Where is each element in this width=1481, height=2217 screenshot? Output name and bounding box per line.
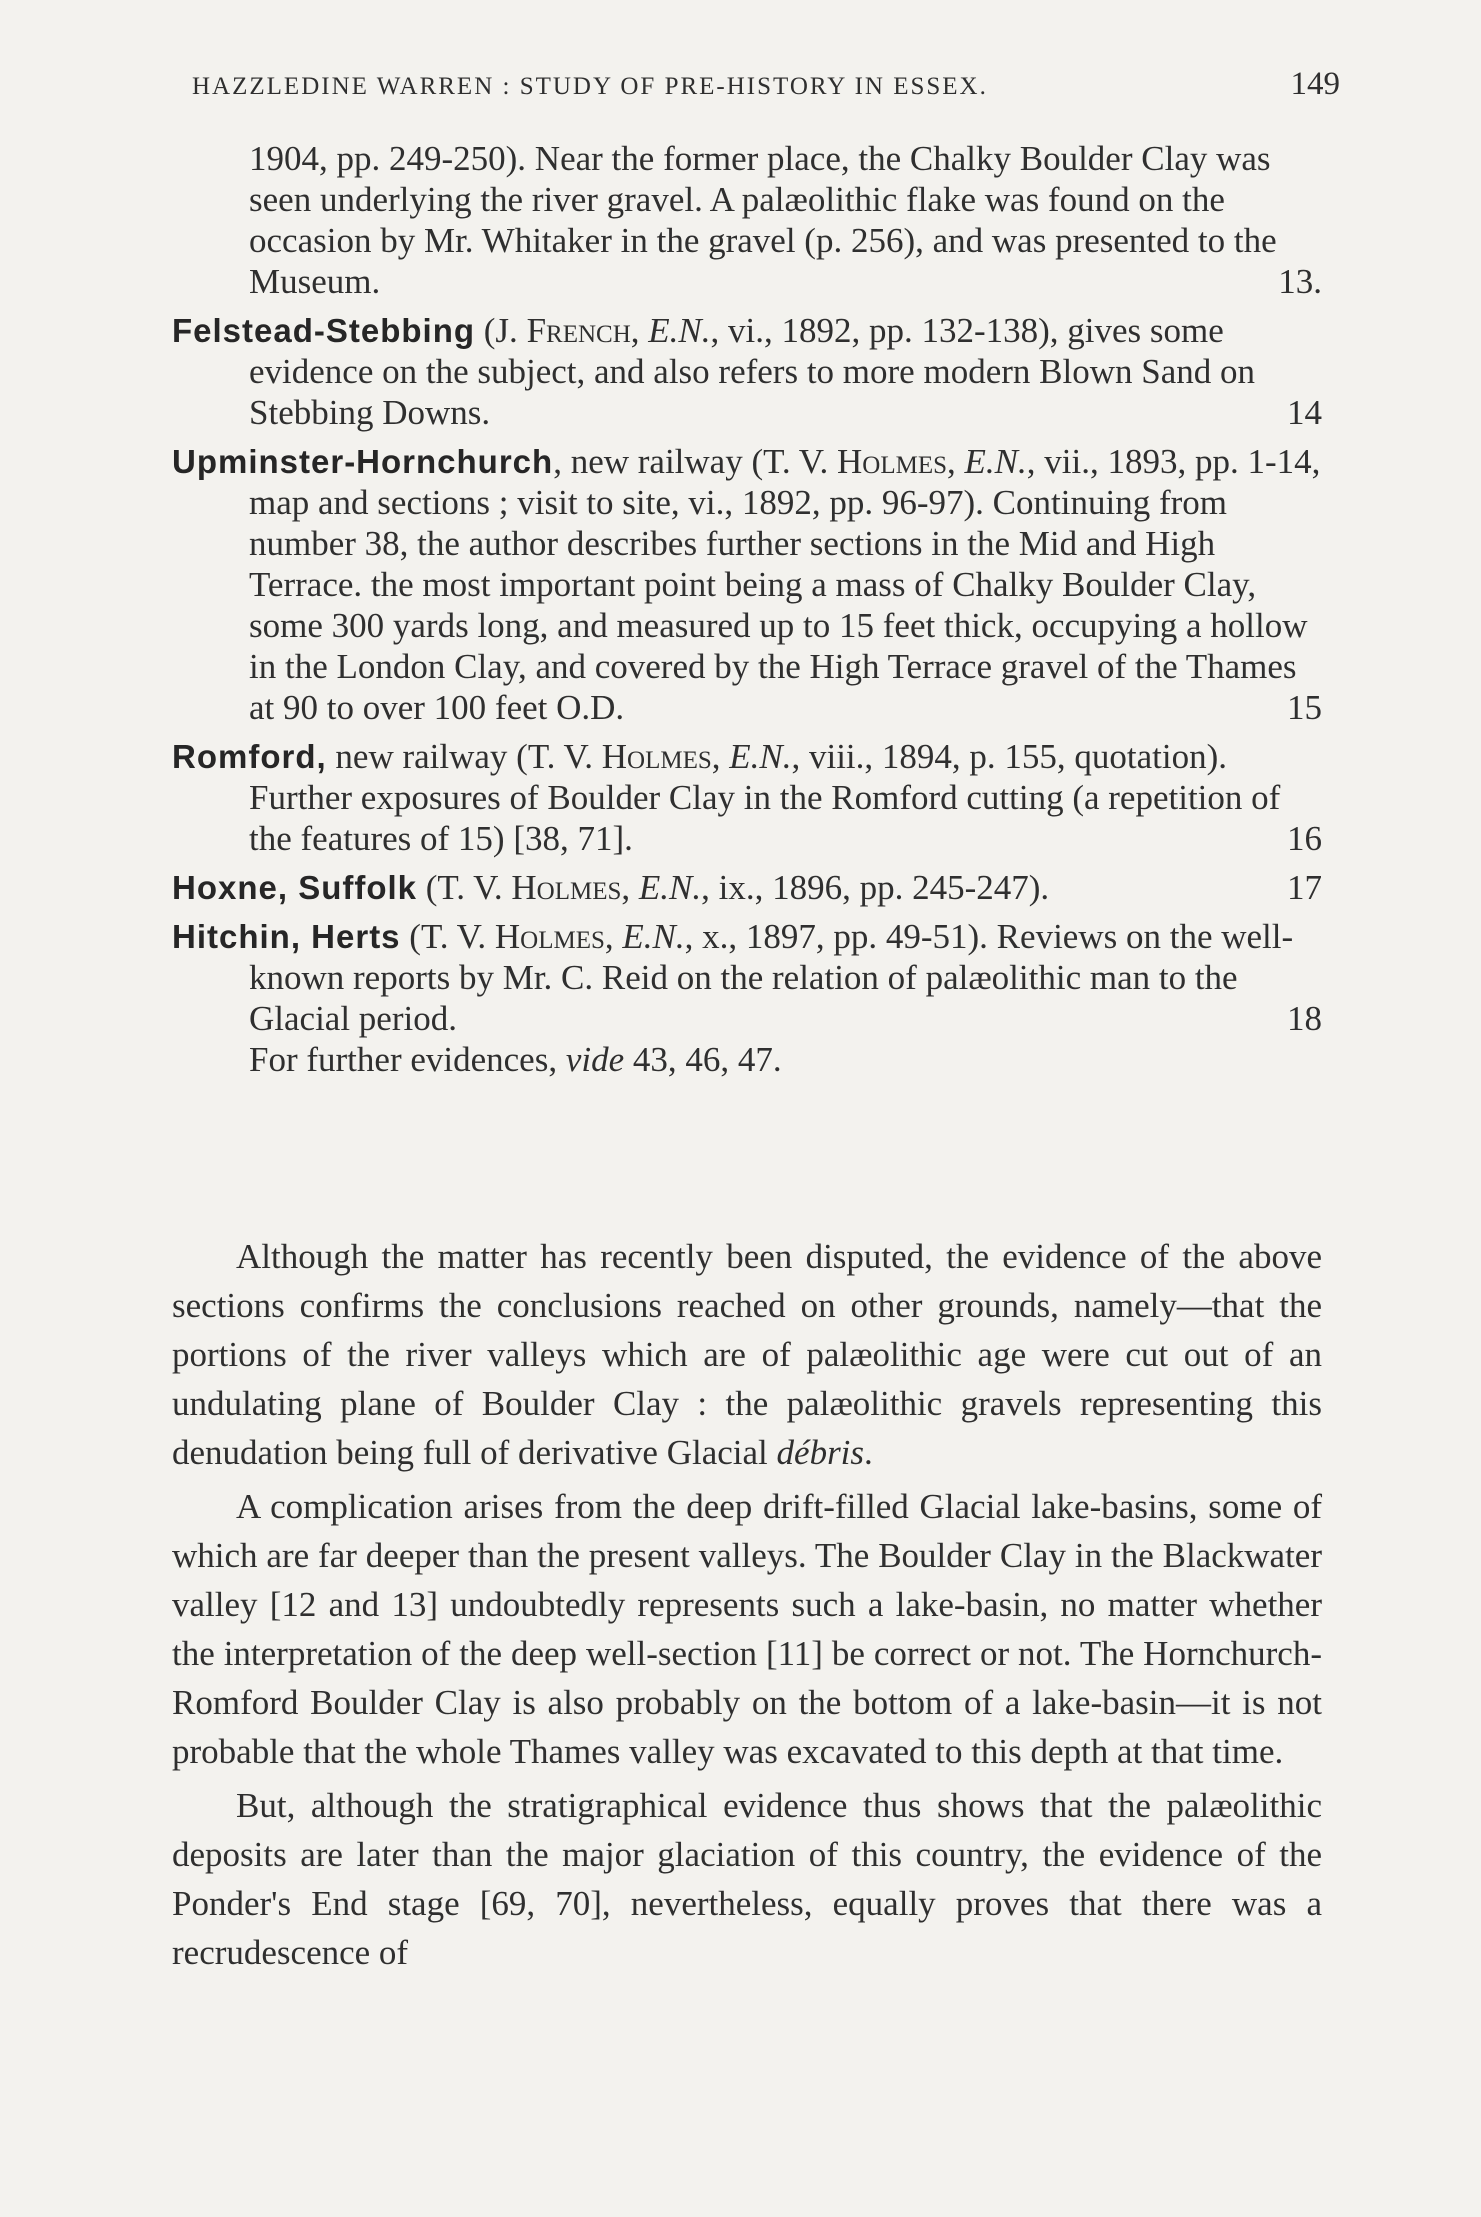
paragraph [172,1482,1322,1776]
running-head [192,66,1340,103]
paragraph-text: A complication arises from the deep drift-filled Glacial lake-basins, some of which are far deeper than the present valleys. The Boulder Clay in the Blackwater valley [12 and 13] undoubtedly represents such a lake-basin, no matter whether the interpretation of the deep well-section [11] be correct or not. The Hornchurch-Romford Boulder Clay is also probably on the bottom of a lake-basin—it is not probable that the whole Thames valley was excavated to this depth at that time. [172,1487,1322,1771]
list-item [172,736,1322,859]
list-item [172,916,1322,1080]
entry-journal: E.N. [729,737,792,776]
entry-journal: E.N. [638,868,702,907]
paragraph-italic: débris [776,1433,865,1472]
entry-author: French [526,311,631,350]
entry-number: 18 [1287,999,1322,1038]
entry-sep: , [630,311,649,350]
entry-number: 14 [1287,393,1322,432]
further-evidence-line [249,1039,1322,1080]
running-title: HAZZLEDINE WARREN : STUDY OF PRE-HISTORY IN ESSEX. [192,73,988,100]
entry-author: Holmes [837,442,948,481]
paragraph-tail: . [864,1433,873,1472]
entry-sep: , [604,917,623,956]
entry-pre: , new railway (T. V. [553,442,838,481]
entry-pre: new railway (T. V. [326,737,602,776]
entry-sep: , [711,737,730,776]
entry-pre: (T. V. [417,868,512,907]
entry-place: Hitchin, Herts [172,918,401,955]
entry-author: Holmes [601,737,712,776]
entry-text: , vi., 1892, pp. 132-138), gives some evidence on the subject, and also refers to more modern Blown Sand on Stebbing Downs. [249,311,1255,432]
entry-journal: E.N. [648,311,711,350]
body-text [172,1232,1322,1982]
list-item [172,867,1322,908]
paragraph [172,1781,1322,1977]
entry-number: 17 [1287,868,1322,907]
entry-pre: (J. [475,311,527,350]
entry-place: Upminster-Hornchurch [172,443,554,480]
entry-place: Romford, [172,738,327,775]
entry-number: 15 [1287,688,1322,727]
entry-journal: E.N. [964,442,1027,481]
list-item [172,441,1322,728]
entry-author: Holmes [494,917,605,956]
entry-number: 13. [1278,262,1322,301]
bibliography-list [172,138,1322,1088]
entry-text: , vii., 1893, pp. 1-14, map and sections ; visit to site, vi., 1892, pp. 96-97). Continuing from number 38, the author describes further sections in the Mid and High Terrace. the most important point being a mass of Chalky Boulder Clay, some 300 yards long, and measured up to 15 feet thick, occupying a hollow in the London Clay, and covered by the High Terrace gravel of the Thames at 90 to over 100 feet O.D. [249,442,1321,727]
further-vide: vide [565,1040,625,1079]
further-pre: For further evidences, [249,1040,566,1079]
entry-sep: , [947,442,965,481]
paragraph [172,1232,1322,1477]
paragraph-text: But, although the stratigraphical evidence thus shows that the palæolithic deposits are later than the major glaciation of this country, the evidence of the Ponder's End stage [69, 70], nevertheless, equally proves that there was a recrudescence of [172,1786,1322,1972]
page-number: 149 [1290,66,1340,102]
further-post: 43, 46, 47. [624,1040,782,1079]
entry-author: Holmes [511,868,622,907]
entry-sep: , [621,868,639,907]
entry-pre: (T. V. [400,917,495,956]
paragraph-text: Although the matter has recently been disputed, the evidence of the above sections confirms the conclusions reached on other grounds, namely—that the portions of the river valleys which are of palæolithic age were cut out of an undulating plane of Boulder Clay : the palæolithic gravels representing this denudation being full of derivative Glacial [172,1237,1322,1472]
entry-number: 16 [1287,819,1322,858]
entry-text: 1904, pp. 249-250). Near the former place, the Chalky Boulder Clay was seen underlying the river gravel. A palæolithic flake was found on the occasion by Mr. Whitaker in the gravel (p. 256), and was presented to the Museum. [249,139,1277,301]
entry-place: Felstead-Stebbing [172,312,476,349]
entry-text: , ix., 1896, pp. 245-247). [701,868,1050,907]
list-item [172,138,1322,302]
entry-text: , viii., 1894, p. 155, quotation). Further exposures of Boulder Clay in the Romford cutting (a repetition of the features of 15) [38, 71]. [249,737,1281,858]
list-item [172,310,1322,433]
entry-journal: E.N. [622,917,685,956]
entry-place: Hoxne, Suffolk [172,869,418,906]
entry-text: , x., 1897, pp. 49-51). Reviews on the well-known reports by Mr. C. Reid on the relation of palæolithic man to the Glacial period. [249,917,1294,1038]
